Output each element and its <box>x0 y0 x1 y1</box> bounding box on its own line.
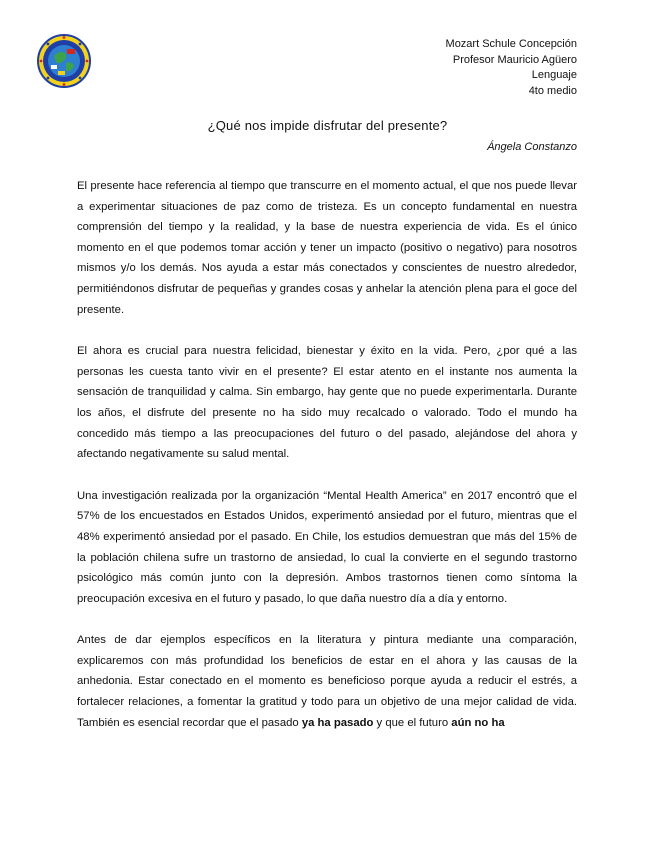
school-name: Mozart Schule Concepción <box>445 38 577 50</box>
paragraph-2: El ahora es crucial para nuestra felicidad, bienestar y éxito en la vida. Pero, ¿por qué a las personas les cuesta tanto vivir en el presente? El estar atento en el instante nos aumenta la sensación de tranquilidad y calma. Sin embargo, hay gente que no puede experimentarla. Durante los años, el disfrute del presente no ha sido muy recalcado o valorado. Todo el mundo ha concedido más tiempo a las preocupaciones del futuro o del pasado, alejándose del ahora y afectando negativamente su salud mental. <box>77 345 577 461</box>
paragraph-4 <box>77 630 577 733</box>
teacher-name: Profesor Mauricio Agüero <box>452 53 577 66</box>
paragraph-4-text-mid: y que el futuro <box>373 716 452 729</box>
grade-level: 4to medio <box>528 84 577 97</box>
document-title: ¿Qué nos impide disfrutar del presente? <box>207 118 448 133</box>
paragraph-4-text-start: Antes de dar ejemplos específicos en la literatura y pintura mediante una comparación, explicaremos con más profundidad los beneficios de estar en el ahora y las causas de la anhedonia. Estar conectado en el momento es beneficioso porque ayuda a reducir el estrés, a fortalecer relaciones, a fomentar la gratitud y todo para un objetivo de una mejor calidad de vida. También es esencial recordar que el pasado <box>77 634 577 729</box>
paragraph-3: Una investigación realizada por la organización “Mental Health America” en 2017 encontró que el 57% de los encuestados en Estados Unidos, experimentó ansiedad por el futuro, mientras que el 48% experimentó ansiedad por el pasado. En Chile, los estudios demuestran que más del 15% de la población chilena sufre un trastorno de ansiedad, lo cual la convierte en el segundo trastorno psicológico más común junto con la depresión. Ambos trastornos tienen como síntoma la preocupación excesiva en el futuro y pasado, lo que daña nuestro día a día y entorno. <box>77 489 577 605</box>
paragraph-4-bold-ya-ha-pasado: ya ha pasado <box>301 716 374 729</box>
paragraph-1: El presente hace referencia al tiempo que transcurre en el momento actual, el que nos puede llevar a experimentar situaciones de paz como de tristeza. Es un concepto fundamental en nuestra comprensión del tiempo y la realidad, y la base de nuestra experiencia de vida. Es el único momento en el que podemos tomar acción y tener un impacto (positivo o negativo) para nosotros mismos y/o los demás. Nos ayuda a estar más conectados y conscientes de nuestro alrededor, permitiéndonos disfrutar de pequeñas y grandes cosas y anhelar la atención plena para el goce del presente. <box>77 180 577 316</box>
paragraph-4-bold-aun-no-ha: aún no ha <box>451 716 505 729</box>
subject-name: Lenguaje <box>531 69 577 81</box>
author-name: Ángela Constanzo <box>487 141 577 153</box>
school-crest-globe-icon <box>37 34 91 88</box>
header-info <box>446 37 577 99</box>
document-body <box>77 176 577 754</box>
